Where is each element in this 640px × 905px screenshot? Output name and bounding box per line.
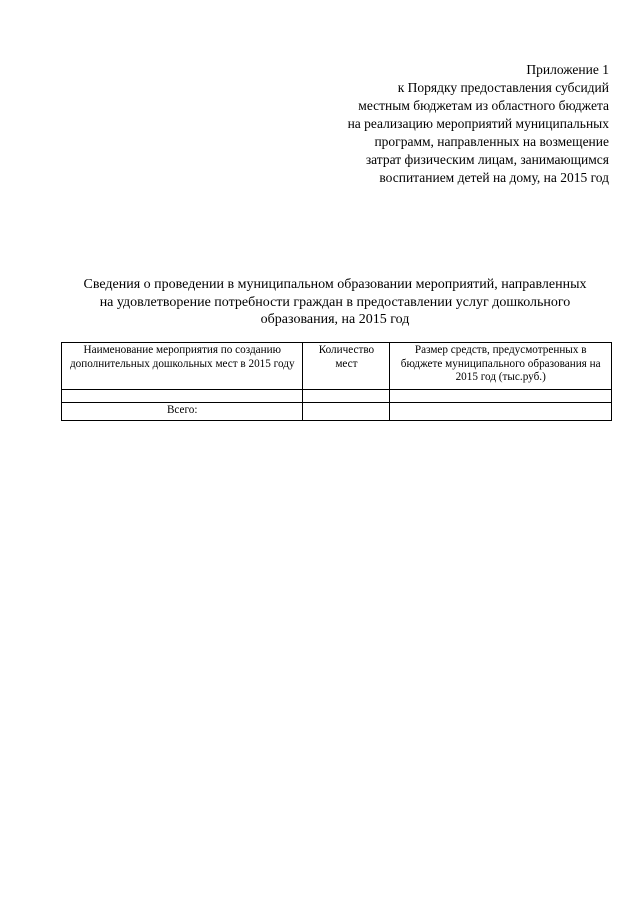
header-funds-amount: Размер средств, предусмотренных в бюджете муниципального образования на 2015 год (тыс.руб.): [390, 343, 612, 390]
cell-funds-amount: [390, 390, 612, 403]
appendix-heading: [279, 61, 609, 187]
table-total-row: [62, 403, 612, 421]
appendix-line: местным бюджетам из областного бюджета: [358, 98, 609, 113]
appendix-line: программ, направленных на возмещение: [374, 134, 609, 149]
appendix-line: затрат физическим лицам, занимающимся: [365, 152, 609, 167]
cell-places-count: [303, 390, 390, 403]
appendix-line: Приложение 1: [526, 62, 609, 77]
header-places-count: Количество мест: [303, 343, 390, 390]
document-title: [50, 276, 620, 329]
total-places-count: [303, 403, 390, 421]
title-line: на удовлетворение потребности граждан в предоставлении услуг дошкольного: [99, 294, 571, 310]
measures-table: [61, 342, 612, 421]
appendix-line: на реализацию мероприятий муниципальных: [347, 116, 609, 131]
title-line: образования, на 2015 год: [260, 312, 410, 327]
title-line: Сведения о проведении в муниципальном образовании мероприятий, направленных: [83, 277, 587, 292]
appendix-line: воспитанием детей на дому, на 2015 год: [379, 170, 609, 185]
header-measure-name: Наименование мероприятия по созданию дополнительных дошкольных мест в 2015 году: [62, 343, 303, 390]
appendix-line: к Порядку предоставления субсидий: [397, 80, 609, 95]
total-label: Всего:: [62, 403, 303, 421]
table-header-row: [62, 343, 612, 390]
cell-measure-name: [62, 390, 303, 403]
total-funds-amount: [390, 403, 612, 421]
table-row: [62, 390, 612, 403]
